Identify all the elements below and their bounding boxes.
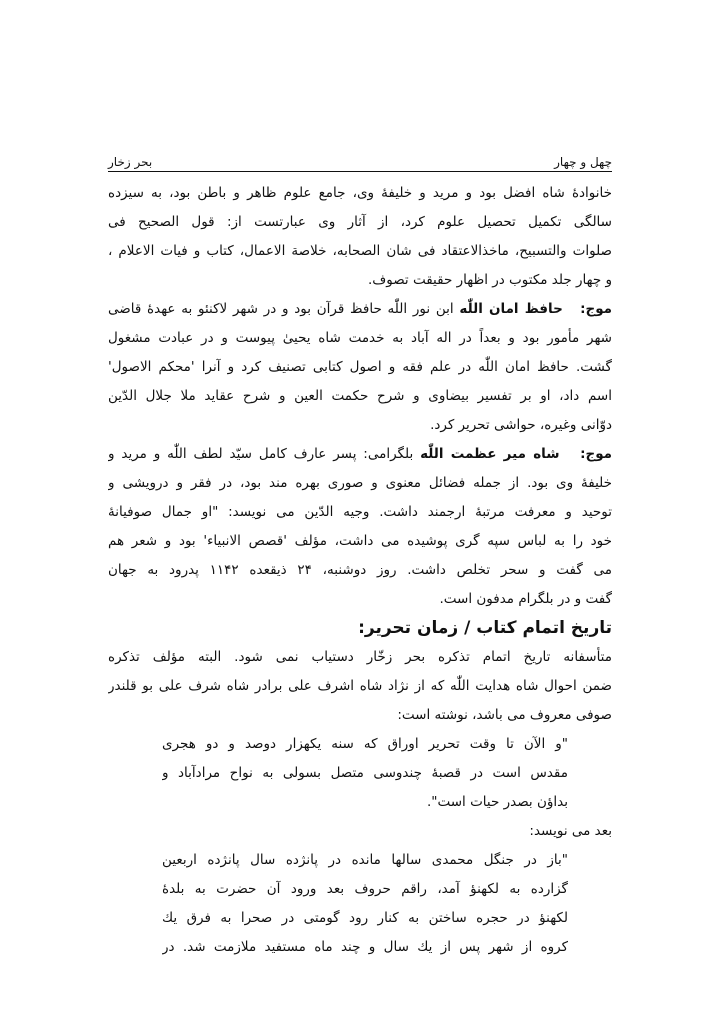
quote-line: گزارده به لکهنؤ آمد، راقم حروف بعد ورود آن حضرت به بلدهٔ (162, 881, 568, 897)
person-name: شاه میر عظمت اللّٰه (420, 446, 560, 462)
text-line: خلیفهٔ وی بود. از جمله فضائل معنوی و صوری بهره مند بود، در فقر و درویشی و (108, 475, 612, 491)
entry-text: ابن نور اللّٰه حافظ قرآن بود و در شهر لاکنئو به عهدهٔ قاضی (108, 301, 454, 317)
text-line: صوفی معروف می باشد، نوشته است: (397, 707, 612, 723)
quote-line: کروه از شهر پس از یك سال و چند ماه مستفید ملازمت شد. در (162, 939, 568, 955)
text-line: دوّانی وغیره، حواشی تحریر کرد. (430, 417, 612, 433)
entry-first-line (108, 440, 612, 469)
running-title: بحر زخار (108, 155, 153, 169)
header-rule (108, 171, 612, 172)
text-line: و چهار جلد مکتوب در اظهار حقیقت تصوف. (367, 272, 612, 288)
entry-first-line (108, 295, 612, 324)
text-line: سالگی تکمیل تحصیل علوم کرد، از آثار وی عبارتست از: قول الصحیح فی (108, 214, 612, 230)
text-line: گفت و در بلگرام مدفون است. (439, 591, 612, 607)
running-head (108, 150, 612, 170)
quote-line: مقدس است در قصبهٔ چندوسی متصل بسولی به نواح مرادآباد و (162, 765, 568, 781)
text-line: ضمن احوال شاه هدایت اللّٰه که از نژاد شاه اشرف علی برادر شاه شرف علی بو قلندر (108, 678, 612, 694)
block-quote (162, 846, 568, 962)
text-line: توحید و معرفت مرتبهٔ ارجمند داشت. وجیه الدّین می نویسد: "او جمال صوفیانهٔ (108, 504, 612, 520)
person-name: حافظ امان اللّٰه (459, 301, 563, 317)
text-line: گشت. حافظ امان اللّٰه در علم فقه و اصول کتابی تصنیف کرد و آنرا 'محکم الاصول' (108, 359, 612, 375)
block-quote (162, 730, 568, 817)
text-line: بعد می نویسد: (529, 823, 612, 839)
entry-label: موج: (580, 301, 612, 317)
section-heading: تاریخ اتمام کتاب / زمان تحریر: (358, 618, 612, 638)
quote-line: "و الآن تا وقت تحریر اوراق که سنه یکهزار دوصد و دو هجری (162, 736, 568, 752)
text-line: خود را به لباس سپه گری پوشیده می داشت، مؤلف 'قصص الانبیاء' بود و شعر هم (108, 533, 612, 549)
page-number: چهل و چهار (554, 155, 612, 169)
quote-line: بداؤن بصدر حیات است". (426, 794, 568, 810)
page-body (108, 179, 612, 962)
text-line: می گفت و سحر تخلص داشت. روز دوشنبه، ۲۴ ذیقعده ۱۱۴۲ پدرود به جهان (108, 562, 612, 578)
text-line: صلوات والتسبیح، ماخذالاعتقاد فی شان الصحابه، خلاصة الاعمال، کتاب و فیات الاعلام ، (108, 243, 612, 259)
quote-line: لکهنؤ در حجره ساختن به کنار رود گومتی در صحرا به فرق یك (162, 910, 568, 926)
entry-label: موج: (580, 446, 612, 462)
text-line: متأسفانه تاریخ اتمام تذکره بحر زخّار دستیاب نمی شود. البته مؤلف تذکره (108, 649, 612, 665)
quote-line: "باز در جنگل محمدی سالها مانده در پانژده سال پانژده اربعین (162, 852, 568, 868)
text-line: خانوادهٔ شاه افضل بود و مرید و خلیفهٔ وی، جامع علوم ظاهر و باطن بود، به سیزده (108, 185, 612, 201)
entry-text: بلگرامی: پسر عارف کامل سیّد لطف اللّٰه و مرید و (108, 446, 414, 462)
text-line: اسم داد، او بر تفسیر بیضاوی و شرح حکمت العین و شرح عقاید ملا جلال الدّین (108, 388, 612, 404)
text-line: شهر مأمور بود و بعداً در اله آباد به خدمت شاه یحییٰ پیوست و در عبادت مشغول (108, 330, 612, 346)
